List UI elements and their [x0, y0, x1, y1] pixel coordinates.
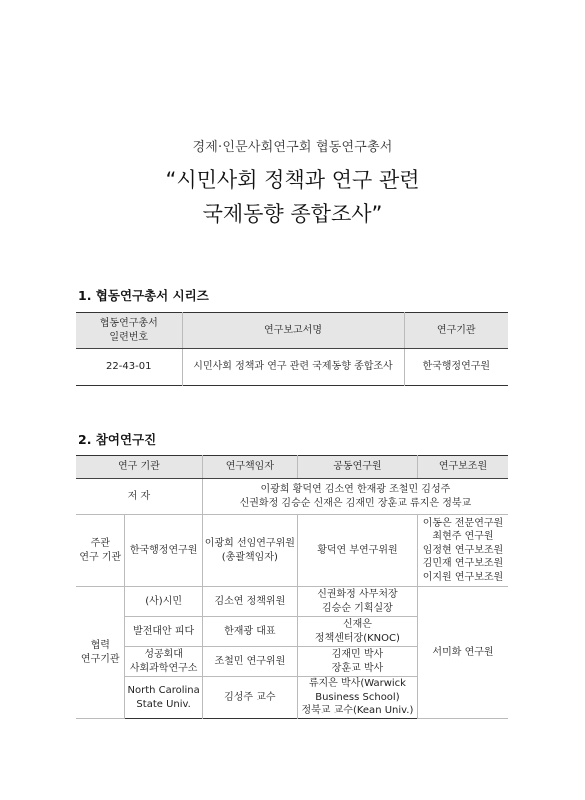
lead-co-researcher: 황덕연 부연구위원 [297, 515, 417, 587]
assistant-item: 이동은 전문연구원 [422, 517, 504, 529]
authors-line-1: 이광희 황덕연 김소연 한재광 조철민 김성주 [260, 484, 451, 495]
collab-pi: 조철민 연구위원 [202, 647, 297, 677]
report-title-line-1: “시민사회 정책과 연구 관련 [165, 168, 420, 192]
collab-institution-line: North Carolina [127, 685, 200, 696]
lead-group-label [76, 515, 125, 587]
co-researcher: Business School) [315, 691, 400, 703]
co-researcher: 정책센터장(KNOC) [314, 632, 400, 644]
series-table [76, 312, 508, 386]
co-researcher: 류지은 박사(Warwick [308, 678, 406, 690]
co-researcher: 신권화정 사무처장 [317, 589, 398, 600]
authors-list [202, 479, 508, 515]
collab-pi: 김소연 정책위원 [202, 587, 297, 617]
collab-group-label [76, 587, 125, 719]
lead-institution-row [76, 515, 508, 587]
lead-assistants [417, 515, 508, 587]
serial-number: 22-43-01 [106, 361, 152, 373]
collab-institution [125, 677, 202, 719]
lead-institution: 한국행정연구원 [125, 515, 202, 587]
lead-group-label-line-2: 연구 기관 [79, 551, 122, 563]
series-name: 경제·인문사회연구회 협동연구총서 [192, 140, 393, 155]
lead-pi-role: (총괄책임자) [221, 551, 278, 563]
page-header [0, 136, 585, 231]
col-header-co-researchers: 공동연구원 [297, 456, 417, 479]
assistant-item: 김민재 연구보조원 [422, 558, 504, 570]
assistant-item: 최현주 연구원 [432, 531, 494, 543]
collab-institution-line: 성공회대 [144, 649, 183, 660]
lead-group-label-line-1: 주관 [90, 538, 110, 549]
collab-institution-line: State Univ. [136, 698, 191, 710]
collab-co-researchers [297, 587, 417, 617]
col-header-report-name: 연구보고서명 [182, 313, 404, 349]
collab-institution-line: (사)시민 [145, 595, 183, 607]
co-researcher: 장훈교 박사 [331, 662, 384, 674]
col-header-pi: 연구책임자 [202, 456, 297, 479]
collab-institution [125, 617, 202, 647]
institution-name: 한국행정연구원 [404, 349, 508, 386]
authors-label: 저 자 [76, 479, 202, 515]
col-header-assistants: 연구보조원 [417, 456, 508, 479]
report-title-line-2: 국제동향 종합조사” [202, 202, 383, 226]
research-team-table [76, 455, 508, 719]
collab-co-researchers [297, 617, 417, 647]
collab-row [76, 587, 508, 617]
col-header-institution: 연구 기관 [76, 456, 202, 479]
collab-institution [125, 587, 202, 617]
col-header-institution: 연구기관 [404, 313, 508, 349]
co-researcher: 정북교 교수(Kean Univ.) [301, 705, 414, 717]
assistant-item: 임정현 연구보조원 [422, 544, 504, 556]
collab-pi: 김성주 교수 [202, 677, 297, 719]
assistant-item: 이지원 연구보조원 [422, 571, 504, 583]
collab-co-researchers [297, 647, 417, 677]
report-name: 시민사회 정책과 연구 관련 국제동향 종합조사 [182, 349, 404, 386]
co-researcher: 김승순 기획실장 [322, 602, 393, 614]
collab-assistant: 서미화 연구원 [417, 587, 508, 719]
collab-institution [125, 647, 202, 677]
report-title [0, 163, 585, 231]
co-researcher: 신재은 [342, 619, 372, 630]
co-researcher: 김재민 박사 [331, 649, 384, 660]
lead-pi [202, 515, 297, 587]
collab-group-label-line-1: 협력 [90, 640, 110, 651]
section-series-heading: 1. 협동연구총서 시리즈 [78, 288, 209, 303]
authors-row [76, 479, 508, 515]
table-row [76, 349, 508, 386]
col-header-serial: 협동연구총서 일련번호 [76, 313, 182, 349]
collab-institution-line: 사회과학연구소 [129, 662, 198, 674]
collab-group-label-line-2: 연구기관 [80, 653, 120, 665]
collab-co-researchers [297, 677, 417, 719]
section-team-heading: 2. 참여연구진 [78, 432, 157, 447]
lead-pi-name: 이광희 선임연구위원 [204, 538, 295, 549]
authors-line-2: 신권화정 김승순 신재은 김재민 장훈교 류지은 정북교 [239, 497, 472, 509]
collab-institution-line: 발전대안 피다 [133, 625, 195, 637]
collab-pi: 한재광 대표 [202, 617, 297, 647]
